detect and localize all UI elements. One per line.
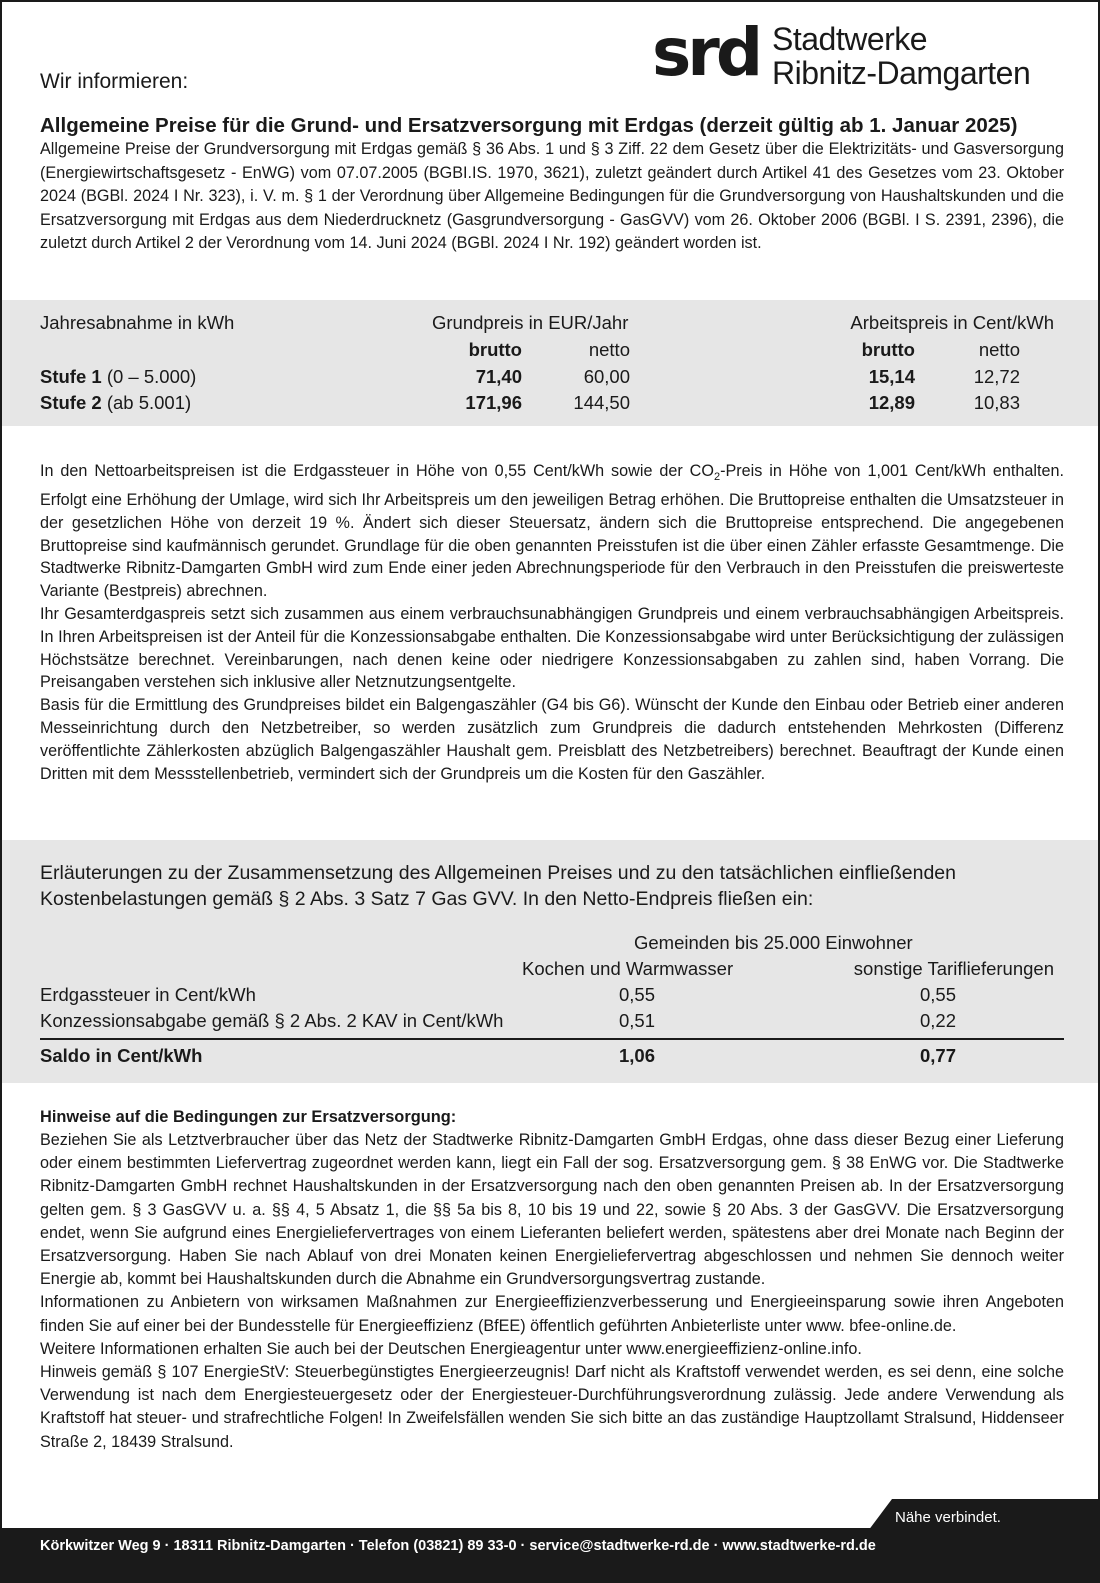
- energy-gross-value: 12,89: [868, 392, 915, 413]
- logo-mark: srd: [652, 14, 760, 91]
- notes-text: -Preis in Höhe von 1,001 Cent/kWh enthalten. Erfolgt eine Erhöhung der Umlage, wird sich Ihr Arbeitspreis um den jeweiligen Betrag erhöhen. Die Bruttopreise enthalten die Umsatzsteuer in der gesetzlichen Höhe von derzeit 19 %. Ändert sich dieser Steuersatz, ändern sich die Bruttopreise entsprechend. Die angegebenen Bruttopreise sind kaufmännisch gerundet. Grundlage für die oben genannten Preisstufen ist die über einen Zähler erfasste Gesamtmenge. Die Stadtwerke Ribnitz-Damgarten GmbH wird zum Ende einer jeden Abrechnungsperiode für den Verbrauch in den Preisstufen die preiswerteste Variante (Bestpreis) abrechnen.: [40, 462, 1064, 601]
- energy-net-value: 10,83: [973, 392, 1020, 413]
- intro-text: Wir informieren:: [40, 70, 189, 93]
- cooking-value: 0,55: [619, 984, 656, 1005]
- total-divider: [40, 1038, 1064, 1040]
- energy-gross-label: brutto: [861, 339, 915, 360]
- base-gross-value: 171,96: [465, 392, 522, 413]
- tier-range: (0 – 5.000): [106, 366, 197, 387]
- explanation-title: Erläuterungen zu der Zusammensetzung des Allgemeinen Preises und zu den tatsächlichen einfließenden Kostenbelastungen gemäß § 2 Abs. 3 Satz 7 Gas GVV. In den Netto-Endpreis fließen ein:: [40, 862, 956, 910]
- tier-range: (ab 5.001): [106, 392, 192, 413]
- energy-net-label: netto: [978, 339, 1020, 360]
- row-label: Erdgassteuer in Cent/kWh: [40, 984, 256, 1005]
- other-value: 0,55: [920, 984, 957, 1005]
- co2-subscript: 2: [713, 471, 721, 484]
- base-net-label: netto: [588, 339, 630, 360]
- energy-gross-value: 15,14: [868, 366, 915, 387]
- notes-paragraph: Basis für die Ermittlung des Grundpreises bildet ein Balgengaszähler (G4 bis G6). Wünscht der Kunde den Einbau oder Betrieb einer anderen Messeinrichtung durch den Netzbetreiber, so werden zusätzlich zum Grundpreis die dadurch entstehenden Mehrkosten (Differenz veröffentlichte Zählerkosten abzüglich Balgengaszähler Haushalt gem. Preisblatt des Netzbetreibers) berechnet. Beauftragt der Kunde einen Dritten mit dem Messstellenbetrieb, vermindert sich der Grundpreis um die Kosten für den Gaszähler.: [40, 696, 1064, 783]
- total-label: Saldo in Cent/kWh: [40, 1045, 203, 1066]
- tier-label: [40, 364, 196, 390]
- pricing-notes: [40, 460, 1064, 785]
- hints-paragraph: Hinweis gemäß § 107 EnergieStV: Steuerbegünstigtes Energieerzeugnis! Darf nicht als Kraftstoff verwendet werden, es sei denn, eine solche Verwendung ist nach dem Energiesteuergesetz oder der Energiesteuer-Durchführungsverordnung zulässig. Jede andere Verwendung als Kraftstoff hat steuer- und strafrechtliche Folgen! In Zweifelsfällen wenden Sie sich bitte an das zuständige Hauptzollamt Stralsund, Hiddenseer Straße 2, 18439 Stralsund.: [40, 1363, 1064, 1451]
- base-gross-value: 71,40: [475, 366, 522, 387]
- col-other-header: sonstige Tariflieferungen: [853, 958, 1054, 979]
- group-header: Gemeinden bis 25.000 Einwohner: [634, 932, 913, 953]
- row-label: Konzessionsabgabe gemäß § 2 Abs. 2 KAV in Cent/kWh: [40, 1010, 504, 1031]
- col-cooking-header: Kochen und Warmwasser: [522, 958, 734, 979]
- logo-name-line2: Ribnitz-Damgarten: [772, 55, 1031, 91]
- base-gross-label: brutto: [468, 339, 522, 360]
- tier-label: [40, 390, 191, 416]
- tier-name: Stufe 1: [40, 366, 102, 387]
- notes-paragraph: Ihr Gesamterdgaspreis setzt sich zusammen aus einem verbrauchsunabhängigen Grundpreis und einem verbrauchsabhängigen Arbeitspreis. In Ihren Arbeitspreisen ist der Anteil für die Konzessionsabgabe enthalten. Die Konzessionsabgabe wird unter Berücksichtigung der zulässigen Höchstsätze berechnet. Vereinbarungen, nach denen keine oder niedrigere Konzessionsabgaben zu zahlen sind, haben Vorrang. Die Preisangaben verstehen sich inklusive aller Netznutzungsentgelte.: [40, 605, 1064, 692]
- base-net-value: 144,50: [573, 392, 630, 413]
- notes-paragraph: [40, 460, 1064, 603]
- legal-basis-text: Allgemeine Preise der Grundversorgung mit Erdgas gemäß § 36 Abs. 1 und § 3 Ziff. 22 dem Gesetz über die Elektrizitäts- und Gasversorgung (Energiewirtschaftsgesetz - EnWG) vom 07.07.2005 (BGBI.IS. 1970, 3621), zuletzt geändert durch Artikel 41 des Gesetzes vom 23. Oktober 2024 (BGBl. 2024 I Nr. 323), i. V. m. § 1 der Verordnung über Allgemeine Bedingungen für die Grundversorgung von Haushaltskunden und die Ersatzversorgung mit Erdgas aus dem Niederdrucknetz (Gasgrundversorgung - GasGVV) vom 26. Oktober 2006 (BGBl. I S. 2391, 2396), die zuletzt durch Artikel 2 der Verordnung vom 14. Juni 2024 (BGBl. 2024 I Nr. 192) geändert worden ist.: [40, 140, 1064, 252]
- other-value: 0,22: [920, 1010, 957, 1031]
- logo-company-name: [772, 22, 1030, 90]
- col-energy-price-header: Arbeitspreis in Cent/kWh: [850, 312, 1054, 333]
- total-other-value: 0,77: [920, 1045, 957, 1066]
- hints-title: Hinweise auf die Bedingungen zur Ersatzversorgung:: [40, 1108, 457, 1126]
- energy-net-value: 12,72: [973, 366, 1020, 387]
- company-logo: [652, 14, 1062, 100]
- col-base-price-header: Grundpreis in EUR/Jahr: [432, 312, 629, 333]
- hints-paragraph: Informationen zu Anbietern von wirksamen Maßnahmen zur Energieeffizienzverbesserung und Energieeinsparung sowie ihren Angeboten finden Sie auf einer bei der Bundesstelle für Energieeffizienz (BfEE) öffentlich geführten Anbieterliste unter www. bfee-online.de.: [40, 1293, 1064, 1335]
- logo-name-line1: Stadtwerke: [772, 21, 928, 57]
- notes-text: In den Nettoarbeitspreisen ist die Erdgassteuer in Höhe von 0,55 Cent/kWh sowie der CO: [40, 462, 714, 480]
- hints-paragraph: Weitere Informationen erhalten Sie auch bei der Deutschen Energieagentur unter www.energieeffizienz-online.info.: [40, 1339, 862, 1358]
- col-consumption-header: Jahresabnahme in kWh: [40, 312, 235, 333]
- footer-slogan: Nähe verbindet.: [895, 1509, 1001, 1526]
- footer-bar: [2, 1528, 1098, 1581]
- tier-name: Stufe 2: [40, 392, 102, 413]
- footer-contact: Körkwitzer Weg 9 · 18311 Ribnitz-Damgarten · Telefon (03821) 89 33-0 · service@stadtwerke-rd.de · www.stadtwerke-rd.de: [40, 1538, 876, 1554]
- hints-paragraph: Beziehen Sie als Letztverbraucher über das Netz der Stadtwerke Ribnitz-Damgarten GmbH Erdgas, ohne dass dieser Bezug einer Lieferung oder einem bestimmten Liefervertrag zugeordnet werden kann, liegt ein Fall der sog. Ersatzversorgung gem. § 38 EnWG vor. Die Stadtwerke Ribnitz-Damgarten GmbH rechnet Haushaltskunden in der Ersatzversorgung nach den oben genannten Preisen ab. In der Ersatzversorgung gelten gem. § 3 GasGVV u. a. §§ 4, 5 Absatz 1, die §§ 5a bis 8, 10 bis 19 und 22, sowie § 20 Abs. 3 der GasGVV. Die Ersatzversorgung endet, wenn Sie aufgrund eines Energieliefervertrages von einem Lieferanten beliefert werden, spätestens aber drei Monate nach Beginn der Ersatzversorgung. Haben Sie nach Ablauf von drei Monaten keinen Energieliefervertrag abgeschlossen und nehmen Sie dennoch weiter Energie ab, kommt bei Haushaltskunden durch die Abnahme ein Grundversorgungsvertrag zustande.: [40, 1131, 1064, 1289]
- hints-text: [40, 1129, 1064, 1454]
- cooking-value: 0,51: [619, 1010, 656, 1031]
- page-title: Allgemeine Preise für die Grund- und Ersatzversorgung mit Erdgas (derzeit gültig ab 1. Januar 2025): [40, 114, 1018, 137]
- total-cooking-value: 1,06: [619, 1045, 656, 1066]
- base-net-value: 60,00: [583, 366, 630, 387]
